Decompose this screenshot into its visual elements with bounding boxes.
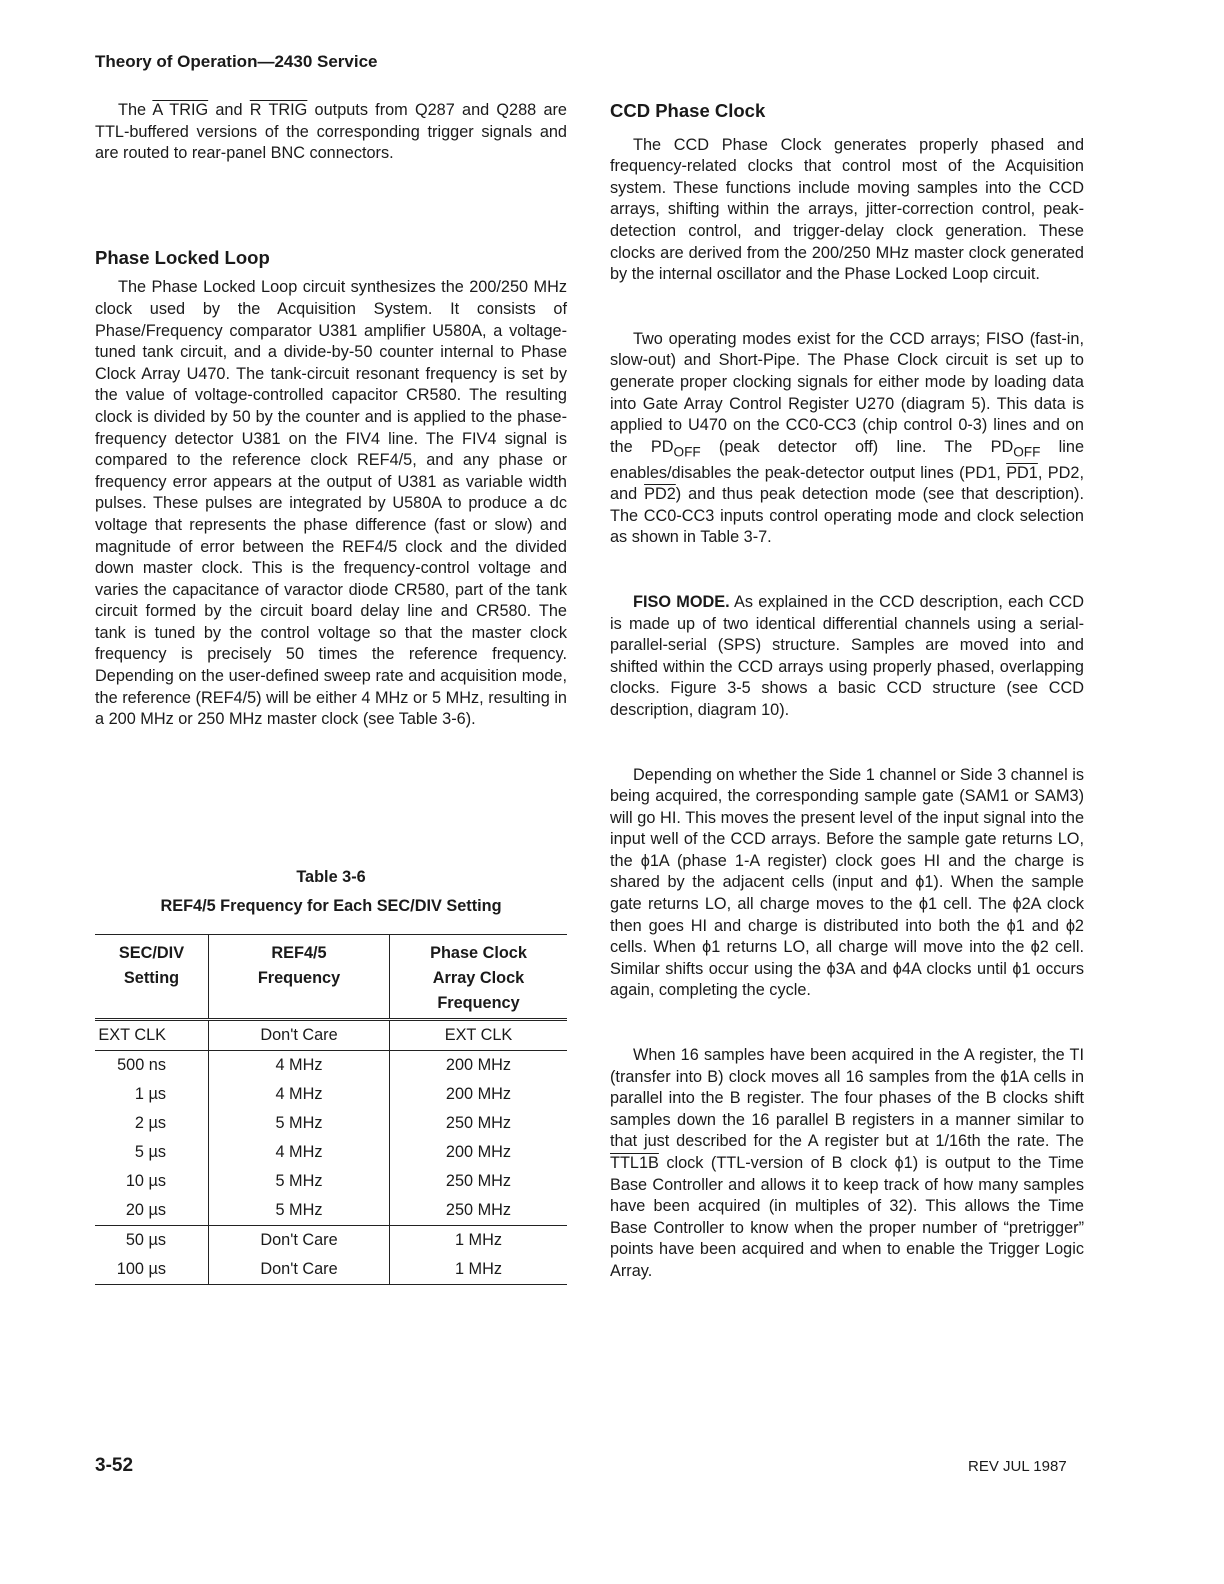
table-row: 5 µs 4 MHz 200 MHz	[95, 1138, 567, 1167]
fiso-mode-paragraph: FISO MODE. As explained in the CCD description, each CCD is made up of two identical differential channels using a serial-parallel-serial (SPS) structure. Samples are moved into and shifted within the CCD arrays using properly phased, overlapping clocks. Figure 3-5 shows a basic CCD structure (see CCD description, diagram 10).	[610, 592, 1084, 719]
sample-gate-paragraph: Depending on whether the Side 1 channel or Side 3 channel is being acquired, the corresponding sample gate (SAM1 or SAM3) will go HI. This moves the present level of the input signal into the input well of the CCD arrays. Before the sample gate returns LO, the ϕ1A (phase 1-A register) clock goes HI and the charge is shared by the adjacent cells (input and ϕ1). When the sample gate returns LO, all charge moves to the ϕ1 cell. The ϕ2A clock then goes HI and charge is distributed into both the ϕ1 and ϕ2 cells. When ϕ1 returns LO, all charge will move into the ϕ2 cell. Similar shifts occur using the ϕ3A and ϕ4A clocks until ϕ1 occurs again, completing the cycle.	[610, 765, 1084, 1000]
table-row: 100 µs Don't Care 1 MHz	[95, 1255, 567, 1285]
pd1-bar-signal: PD1	[1006, 463, 1038, 482]
pd2-bar-signal: PD2	[644, 485, 676, 504]
col-header-secdiv: SEC/DIV Setting	[95, 935, 209, 1020]
table-row: 2 µs 5 MHz 250 MHz	[95, 1109, 567, 1138]
r-trig-signal: R TRIG	[249, 101, 308, 119]
table-subtitle: REF4/5 Frequency for Each SEC/DIV Setting	[160, 897, 502, 915]
left-column	[95, 100, 567, 731]
fiso-mode-label: FISO MODE.	[633, 592, 730, 611]
col-header-phase-clock: Phase Clock Array Clock Frequency	[390, 935, 568, 1020]
ccd-intro-paragraph: The CCD Phase Clock generates properly phased and frequency-related clocks that control most of the Acquisition system. These functions include moving samples into the CCD arrays, shifting within the arrays, jitter-correction control, peak-detection control, and trigger-delay clock generation. These clocks are derived from the 200/250 MHz master clock generated by the internal oscillator and the Phase Locked Loop circuit.	[610, 135, 1084, 284]
operating-modes-paragraph: Two operating modes exist for the CCD arrays; FISO (fast-in, slow-out) and Short-Pipe. The Phase Clock circuit is set up to generate proper clocking signals for either mode by loading data into Gate Array Control Register U270 (diagram 5). This data is applied to U470 on the CC0-CC3 (chip control 0-3) lines and on the $PD_{OFF}$ (peak detector off) line. The $PD_{OFF}$ line enables/disables the peak-detector output lines (PD1, PD1, PD2, and PD2) and thus peak detection mode (see that description). The CC0-CC3 inputs control operating mode and clock selection as shown in Table 3-7.	[610, 329, 1085, 547]
register-transfer-paragraph: When 16 samples have been acquired in the A register, the TI (transfer into B) clock moves all 16 samples from the ϕ1A cells in parallel into the B register. The four phases of the B clocks shift samples down the 16 parallel B registers in a manner similar to that just described for the A register but at 1/16th the rate. The TTL1B clock (TTL-version of B clock ϕ1) is output to the Time Base Controller and allows it to keep track of how many samples have been acquired (in multiples of 32). This allows the Time Base Controller to know when the proper number of “pretrigger” points have been acquired and when to enable the Trigger Logic Array.	[610, 1046, 1084, 1280]
ccd-phase-clock-heading: CCD Phase Clock	[610, 100, 766, 121]
table-title: Table 3-6	[296, 868, 366, 886]
right-column	[610, 100, 1084, 1283]
table-header-row	[95, 935, 567, 1020]
revision-date: REV JUL 1987	[968, 1458, 1067, 1475]
table-row: 500 ns 4 MHz 200 MHz	[95, 1051, 567, 1081]
a-trig-signal: A TRIG	[152, 101, 209, 119]
table-row: EXT CLK Don't Care EXT CLK	[95, 1020, 567, 1051]
table-row: 10 µs 5 MHz 250 MHz	[95, 1167, 567, 1196]
pll-heading: Phase Locked Loop	[95, 246, 270, 268]
ttl1b-signal: TTL1B	[610, 1154, 659, 1172]
pll-paragraph: The Phase Locked Loop circuit synthesizes the 200/250 MHz clock used by the Acquisition System. It consists of Phase/Frequency comparator U381 amplifier U580A, a voltage-tuned tank circuit, and a divide-by-50 counter internal to Phase Clock Array U470. The tank-circuit resonant frequency is set by the value of voltage-controlled capacitor CR580. The resulting clock is divided by 50 by the counter and is applied to the phase-frequency detector U381 on the FIV4 line. The FIV4 signal is compared to the reference clock REF4/5, and any phase or frequency error appears at the output of U381 as variable width pulses. These pulses are integrated by U580A to produce a dc voltage that represents the phase difference (fast or slow) and magnitude of error between the REF4/5 clock and the divided down master clock. This is the frequency-control voltage and varies the capacitance of varactor diode CR580, part of the tank circuit formed by the circuit board delay line and CR580. The tank is tuned by the control voltage so that the master clock frequency is precisely 50 times the reference frequency. Depending on the user-defined sweep rate and acquisition mode, the reference (REF4/5) will be either 4 MHz or 5 MHz, resulting in a 200 MHz or 250 MHz master clock (see Table 3-6).	[95, 278, 567, 729]
table-3-6	[95, 868, 567, 1285]
col-header-ref45: REF4/5 Frequency	[209, 935, 390, 1020]
frequency-table	[95, 934, 567, 1285]
page-header: Theory of Operation—2430 Service	[95, 52, 378, 71]
page-number: 3-52	[95, 1455, 134, 1476]
table-row: 20 µs 5 MHz 250 MHz	[95, 1196, 567, 1226]
table-row: 50 µs Don't Care 1 MHz	[95, 1226, 567, 1256]
table-row: 1 µs 4 MHz 200 MHz	[95, 1080, 567, 1109]
trigger-outputs-paragraph: The A TRIG and R TRIG outputs from Q287 and Q288 are TTL-buffered versions of the corresponding trigger signals and are routed to rear-panel BNC connectors.	[95, 101, 567, 163]
